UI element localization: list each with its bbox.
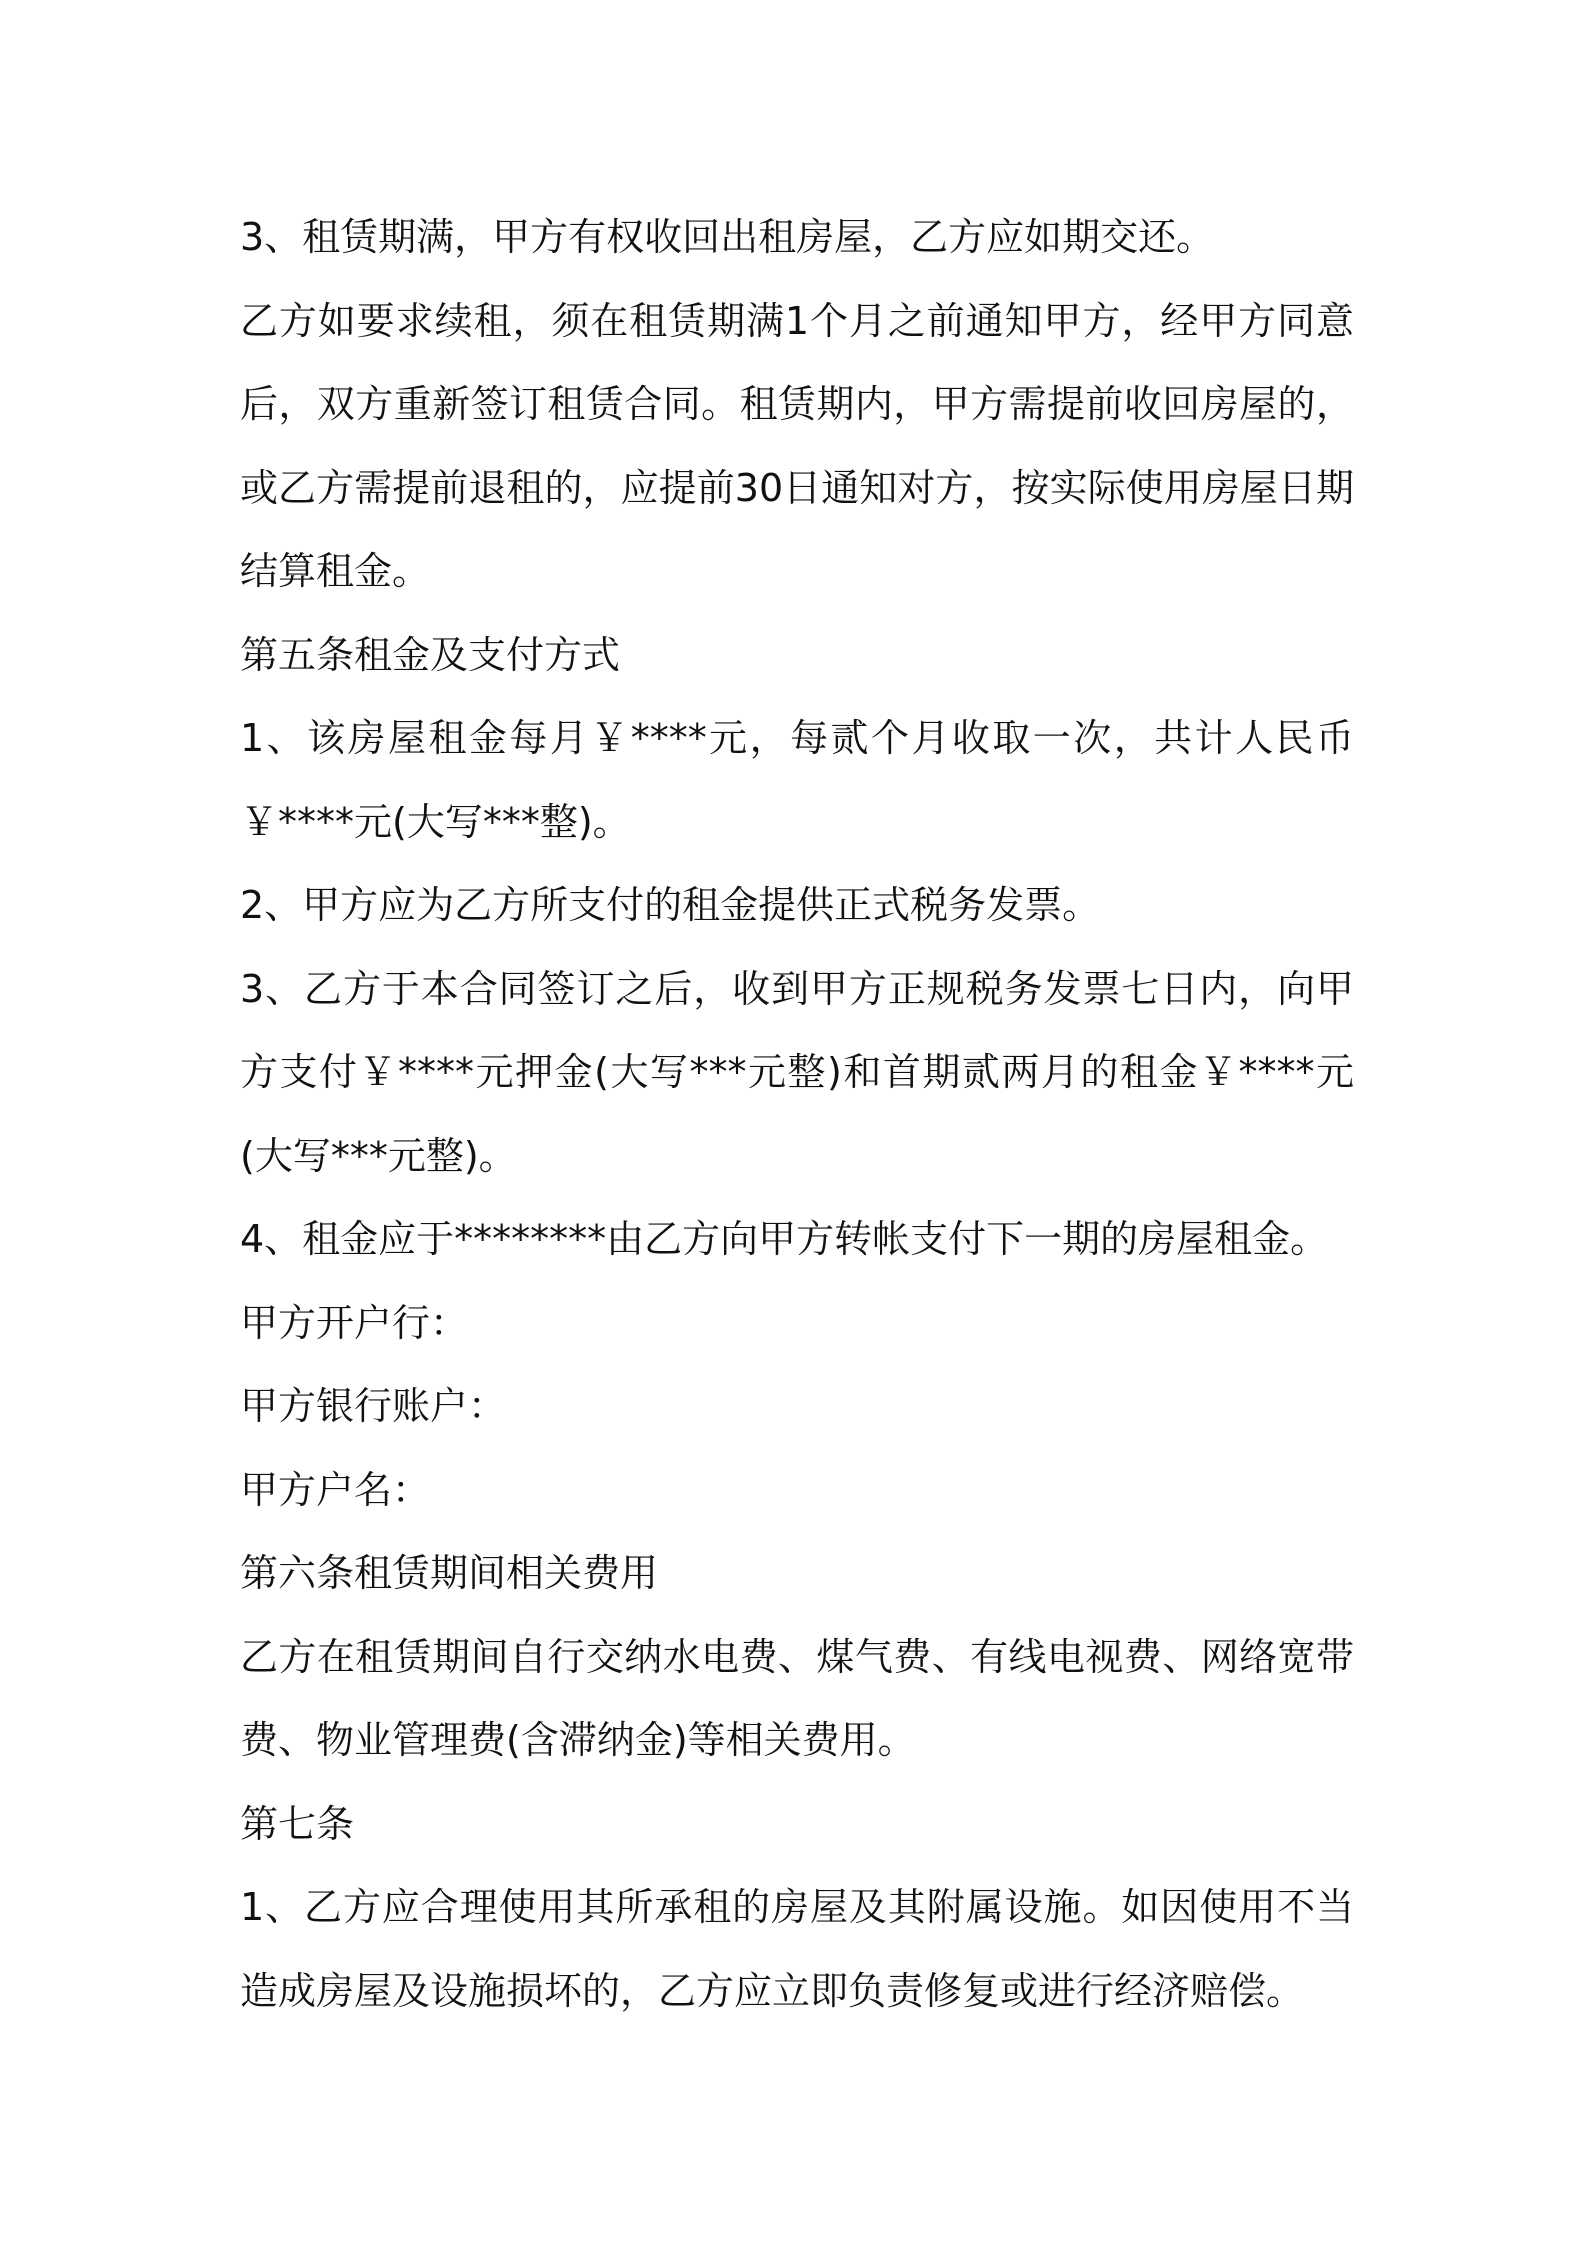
article-7-heading: 第七条 [240, 1801, 355, 1846]
clause-4-3-expiry: 3、租赁期满，甲方有权收回出租房屋，乙方应如期交还。 [240, 215, 1215, 259]
party-a-account-name-label: 甲方户名： [240, 1467, 431, 1512]
party-a-bank-label: 甲方开户行： [240, 1300, 469, 1345]
article-5-heading: 第五条租金及支付方式 [240, 632, 621, 677]
party-a-account-label: 甲方银行账户： [240, 1384, 507, 1428]
clause-5-2-invoice: 2、甲方应为乙方所支付的租金提供正式税务发票。 [240, 883, 1101, 927]
clause-7-1-usage: 1、乙方应合理使用其所承租的房屋及其附属设施。如因使用不当造成房屋及设施损坏的，乙方应立即负责修复或进行经济赔偿。 [240, 1885, 1354, 2013]
clause-5-4-transfer: 4、租金应于********由乙方向甲方转帐支付下一期的房屋租金。 [240, 1217, 1329, 1261]
article-6-heading: 第六条租赁期间相关费用 [240, 1551, 659, 1595]
document-body [240, 196, 1354, 2033]
clause-6-fees: 乙方在租赁期间自行交纳水电费、煤气费、有线电视费、网络宽带费、物业管理费(含滞纳金)等相关费用。 [240, 1634, 1354, 1762]
clause-5-3-deposit: 3、乙方于本合同签订之后，收到甲方正规税务发票七日内，向甲方支付￥****元押金(大写***元整)和首期贰两月的租金￥****元(大写***元整)。 [240, 966, 1354, 1178]
clause-renewal-paragraph: 乙方如要求续租，须在租赁期满1个月之前通知甲方，经甲方同意后，双方重新签订租赁合同。租赁期内，甲方需提前收回房屋的，或乙方需提前退租的，应提前30日通知对方，按实际使用房屋日期结算租金。 [240, 298, 1354, 593]
clause-5-1-rent: 1、该房屋租金每月￥****元，每贰个月收取一次，共计人民币￥****元(大写***整)。 [240, 716, 1354, 844]
